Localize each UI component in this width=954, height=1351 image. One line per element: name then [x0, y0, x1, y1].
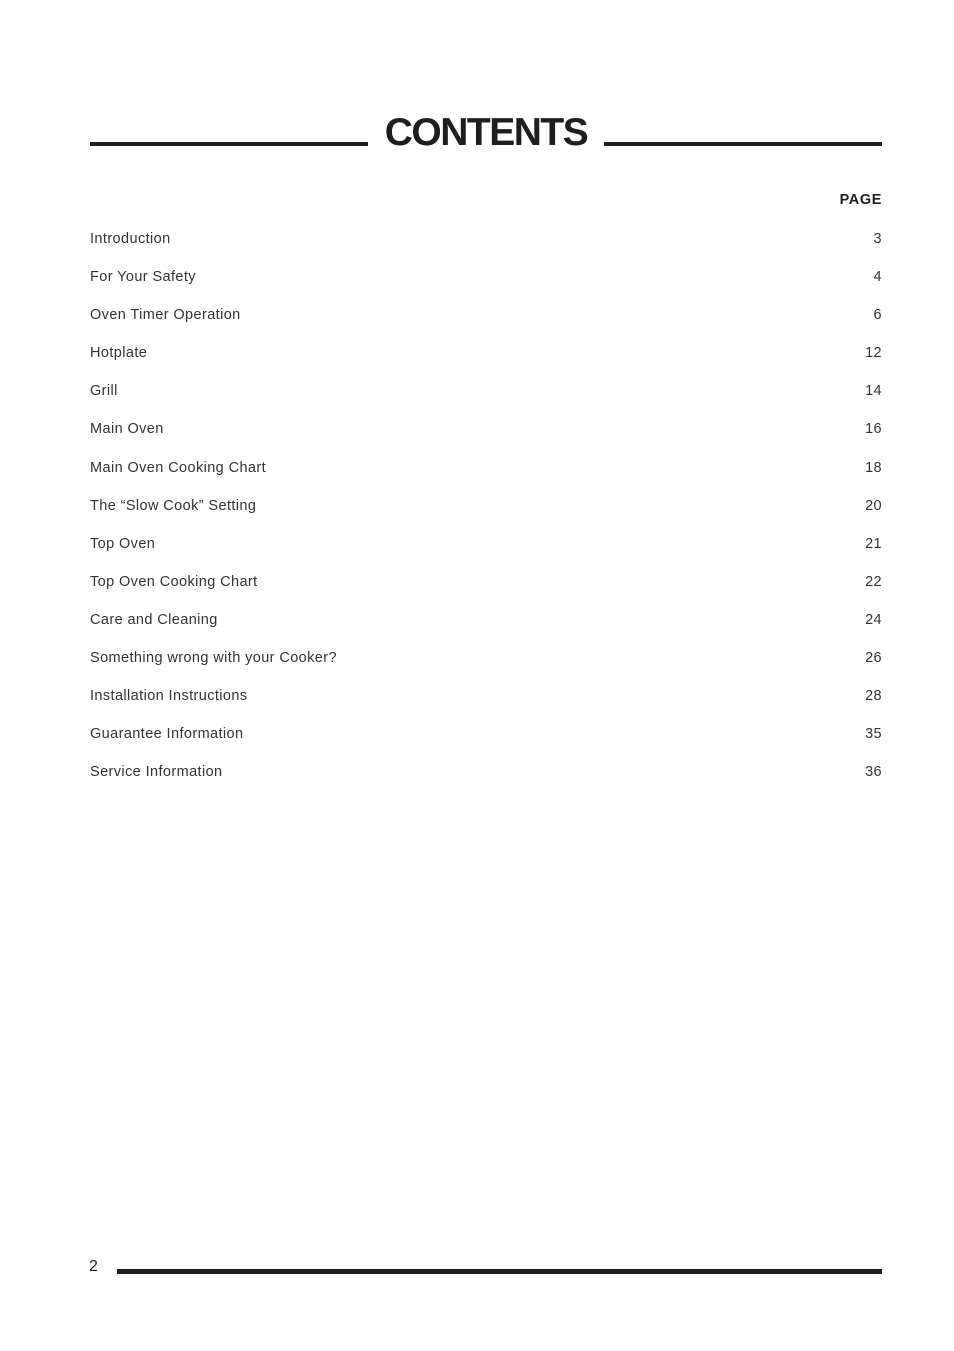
toc-entry[interactable]	[90, 229, 882, 267]
toc-entry-page: 20	[865, 497, 882, 514]
toc-entry[interactable]	[90, 496, 882, 534]
toc-entry[interactable]	[90, 534, 882, 572]
toc-entry-page: 35	[865, 726, 882, 743]
heading-rule-right	[604, 142, 882, 146]
toc-entry-page: 24	[865, 611, 882, 628]
page-column-header: PAGE	[839, 192, 882, 208]
toc-entry-page: 26	[865, 650, 882, 667]
toc-entry-title: Care and Cleaning	[90, 611, 218, 628]
toc-entry-page: 6	[873, 307, 882, 324]
page-title: CONTENTS	[384, 111, 588, 154]
toc-entry[interactable]	[90, 381, 882, 419]
heading-rule-left	[90, 142, 368, 146]
toc-entry-title: For Your Safety	[90, 269, 196, 286]
toc-entry[interactable]	[90, 762, 882, 800]
toc-entry-page: 18	[865, 459, 882, 476]
toc-entry[interactable]	[90, 724, 882, 762]
toc-entry-title: The “Slow Cook” Setting	[90, 497, 257, 514]
toc-entry-title: Oven Timer Operation	[90, 307, 241, 324]
toc-entry-title: Introduction	[90, 231, 171, 247]
toc-entry-title: Top Oven	[90, 535, 156, 552]
toc-entry-page: 4	[873, 269, 882, 286]
toc-entry-page: 22	[865, 573, 882, 590]
toc-entry[interactable]	[90, 267, 882, 305]
toc-entry[interactable]	[90, 343, 882, 381]
toc-entry-title: Guarantee Information	[90, 726, 244, 743]
toc-entry-title: Something wrong with your Cooker?	[90, 650, 337, 667]
contents-heading-row	[90, 108, 882, 158]
toc-entry-title: Service Information	[90, 764, 223, 781]
table-of-contents	[90, 229, 882, 800]
toc-entry[interactable]	[90, 648, 882, 686]
toc-entry-page: 36	[865, 764, 882, 781]
toc-entry[interactable]	[90, 305, 882, 343]
toc-entry[interactable]	[90, 458, 882, 496]
toc-entry-title: Main Oven Cooking Chart	[90, 459, 267, 476]
toc-entry-title: Grill	[90, 383, 118, 400]
toc-entry[interactable]	[90, 686, 882, 724]
toc-entry-title: Hotplate	[90, 345, 148, 362]
toc-entry-title: Installation Instructions	[90, 688, 248, 705]
toc-entry-title: Top Oven Cooking Chart	[90, 573, 258, 590]
toc-entry-page: 14	[865, 383, 882, 400]
toc-entry[interactable]	[90, 572, 882, 610]
toc-entry-page: 3	[873, 231, 882, 247]
toc-entry-page: 28	[865, 688, 882, 705]
footer-rule	[117, 1269, 882, 1274]
toc-entry-page: 16	[865, 421, 882, 438]
toc-entry-page: 12	[865, 345, 882, 362]
toc-entry-title: Main Oven	[90, 421, 164, 438]
toc-entry-page: 21	[865, 535, 882, 552]
toc-entry[interactable]	[90, 610, 882, 648]
toc-entry[interactable]	[90, 419, 882, 457]
footer-page-number: 2	[89, 1258, 98, 1275]
